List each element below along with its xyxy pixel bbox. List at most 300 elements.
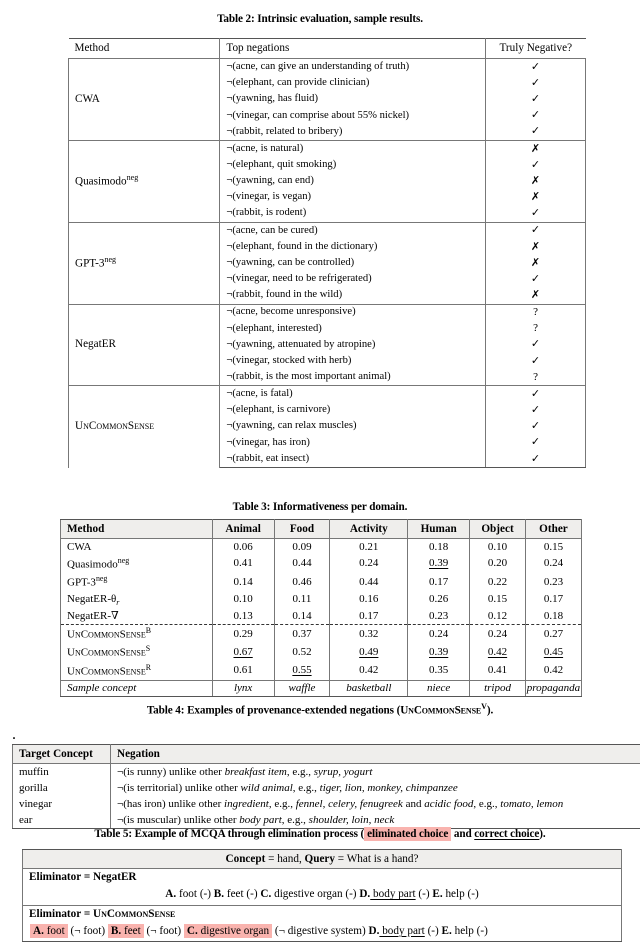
table5-body <box>23 850 622 869</box>
table3-value-cell <box>408 643 470 661</box>
choice-key: D. <box>368 924 380 937</box>
choice-suffix: (-) <box>473 924 488 937</box>
table4-concept-cell: vinegar <box>13 796 111 812</box>
table2-verdict-cell: ✓ <box>486 206 586 223</box>
table4-caption-method: UnCommonSense <box>400 704 482 717</box>
choice-label: feet <box>121 924 141 937</box>
choice-suffix: (-) <box>243 888 258 901</box>
table5-caption <box>0 827 640 841</box>
concept-label: Concept <box>225 852 266 865</box>
table5-caption-suffix: ). <box>539 828 546 840</box>
table4-concept-cell: ear <box>13 812 111 828</box>
table2-negation-cell: ¬(acne, become unresponsive) <box>220 304 486 321</box>
table5-caption-mid: and <box>451 828 475 840</box>
method-label: UnCommonSense <box>67 647 146 660</box>
table3-sample-row <box>61 680 582 697</box>
table2-negation-cell: ¬(vinegar, stocked with herb) <box>220 353 486 369</box>
table3-value-cell <box>470 591 526 608</box>
value: 0.42 <box>359 663 379 676</box>
table2-verdict-cell: ✗ <box>486 255 586 271</box>
table3-sample-value: lynx <box>212 680 274 697</box>
query-value: What is a hand? <box>346 852 419 865</box>
table2-verdict-cell: ✗ <box>486 189 586 205</box>
table5-container <box>22 849 622 942</box>
value: 0.14 <box>292 609 312 622</box>
table3-value-cell <box>274 573 330 591</box>
table5-eliminator-cell <box>23 905 622 923</box>
table2-negation-cell: ¬(elephant, found in the dictionary) <box>220 239 486 255</box>
table5-concept-row <box>23 850 622 869</box>
value: 0.14 <box>233 575 253 588</box>
table2-negation-cell: ¬(vinegar, is vegan) <box>220 189 486 205</box>
negation-mid: , e.g., <box>286 765 314 778</box>
table3-body <box>61 539 582 697</box>
table4-negation-cell <box>111 780 640 796</box>
table2-body <box>69 59 586 468</box>
choice-key: B. <box>110 924 122 937</box>
value: 0.24 <box>487 627 508 640</box>
table3-sample-value: waffle <box>274 680 330 697</box>
choice-text <box>165 888 197 900</box>
negation-head: ¬(is muscular) unlike other <box>117 813 240 826</box>
choice-label: help <box>442 888 465 901</box>
choice-text <box>359 888 415 900</box>
table2-verdict-cell: ✓ <box>486 271 586 287</box>
table2-negation-cell: ¬(elephant, interested) <box>220 321 486 337</box>
table2-negation-cell: ¬(rabbit, eat insect) <box>220 451 486 468</box>
table3-value-cell <box>408 555 470 573</box>
value: 0.17 <box>543 593 564 606</box>
method-label: CWA <box>75 93 100 105</box>
table-row <box>61 608 582 624</box>
table5-caption-underline: correct choice <box>474 828 540 840</box>
table3-value-cell <box>274 539 330 555</box>
negation-examples-2: tomato, lemon <box>500 797 564 810</box>
choice-a[interactable] <box>30 924 105 938</box>
method-label: UnCommonSense <box>75 420 155 433</box>
value: 0.24 <box>543 557 564 570</box>
table2-negation-cell: ¬(vinegar, can comprise about 55% nickel) <box>220 108 486 124</box>
table-row <box>61 643 582 661</box>
table5-blocks <box>23 869 622 942</box>
choice-e[interactable] <box>442 925 488 937</box>
choice-e[interactable] <box>432 888 478 900</box>
eliminator-eq: = <box>81 871 93 884</box>
table2-negation-cell: ¬(yawning, can relax muscles) <box>220 419 486 435</box>
table3-method-cell <box>61 555 213 573</box>
table2-verdict-cell: ✓ <box>486 75 586 91</box>
table3-method-cell <box>61 661 213 680</box>
table2-negation-cell: ¬(yawning, has fluid) <box>220 92 486 108</box>
table3-sample-value: tripod <box>470 680 526 697</box>
negation-mid: , e.g., <box>268 797 296 810</box>
table2-negation-cell: ¬(yawning, attenuated by atropine) <box>220 337 486 353</box>
table2-verdict-cell: ✓ <box>486 419 586 435</box>
table4-header-row <box>13 745 640 764</box>
table2-head <box>69 39 586 59</box>
table3-value-cell <box>470 539 526 555</box>
value: 0.39 <box>429 645 449 658</box>
table2-negation-cell: ¬(acne, can give an understanding of truth) <box>220 59 486 76</box>
value: 0.41 <box>487 663 508 676</box>
value: 0.37 <box>292 627 312 640</box>
choice-key: C. <box>186 924 198 937</box>
value: 0.46 <box>292 575 312 588</box>
table2-verdict-cell: ? <box>486 321 586 337</box>
choice-suffix: (¬ digestive system) <box>272 924 366 937</box>
table2-negation-cell: ¬(rabbit, is the most important animal) <box>220 369 486 386</box>
table2-negation-cell: ¬(vinegar, need to be refrigerated) <box>220 271 486 287</box>
table2 <box>68 38 586 468</box>
table3-value-cell <box>330 643 408 661</box>
choice-key: E. <box>432 888 443 901</box>
choice-label: foot <box>43 924 65 937</box>
table2-negation-cell: ¬(rabbit, related to bribery) <box>220 124 486 141</box>
table-row <box>61 539 582 555</box>
table4-container <box>12 726 640 829</box>
choice-text <box>214 888 244 900</box>
negation-head: ¬(is runny) unlike other <box>117 765 225 778</box>
table2-verdict-cell: ✓ <box>486 222 586 239</box>
negation-conjunction: and <box>402 797 425 810</box>
table2-negation-cell: ¬(elephant, can provide clinician) <box>220 75 486 91</box>
value: 0.09 <box>292 540 312 553</box>
table3-value-cell <box>330 573 408 591</box>
choice-label: body part <box>379 924 425 937</box>
table4-concept-cell: muffin <box>13 764 111 780</box>
table5-choices-cell <box>23 886 622 905</box>
value: 0.17 <box>429 575 449 588</box>
table3-value-cell <box>274 624 330 643</box>
value: 0.10 <box>233 593 253 606</box>
table3-col-other: Other <box>525 520 581 539</box>
negation-category-2: acidic food <box>424 797 474 810</box>
value: 0.49 <box>359 645 379 658</box>
value: 0.45 <box>543 645 564 658</box>
table2-negation-cell: ¬(acne, can be cured) <box>220 222 486 239</box>
table2-verdict-cell: ✗ <box>486 141 586 158</box>
choice-d[interactable] <box>369 925 439 937</box>
method-label: UnCommonSense <box>67 665 146 678</box>
table2-verdict-cell: ✗ <box>486 173 586 189</box>
table2-verdict-cell: ✓ <box>486 386 586 403</box>
value: 0.10 <box>487 540 508 553</box>
table3-sample-value: niece <box>408 680 470 697</box>
value: 0.23 <box>429 609 449 622</box>
value: 0.42 <box>487 645 508 658</box>
table2-method-cell <box>69 304 220 386</box>
value: 0.35 <box>429 663 449 676</box>
eliminator-label: Eliminator <box>29 871 82 884</box>
table3-value-cell <box>525 539 581 555</box>
table3-caption: Table 3: Informativeness per domain. <box>232 501 408 513</box>
table-row <box>13 780 640 796</box>
table3-value-cell <box>274 643 330 661</box>
table3-value-cell <box>525 624 581 643</box>
negation-mid: , e.g., <box>292 781 320 794</box>
negation-examples: syrup, yogurt <box>313 765 373 778</box>
choice-b[interactable] <box>108 924 181 938</box>
table5-eliminator-cell <box>23 869 622 887</box>
value: 0.26 <box>429 593 449 606</box>
value: 0.13 <box>233 609 253 622</box>
value: 0.16 <box>359 593 379 606</box>
choice-label: digestive organ <box>197 924 270 937</box>
table5-choices-row <box>23 886 622 905</box>
table5-choices-cell <box>23 923 622 942</box>
table4-caption-suffix: ). <box>486 704 494 717</box>
choice-c[interactable] <box>260 888 356 900</box>
table3-value-cell <box>470 555 526 573</box>
choice-c[interactable] <box>184 924 366 938</box>
method-label: UnCommonSense <box>67 628 146 641</box>
value: 0.44 <box>292 557 312 570</box>
table2-verdict-cell: ✓ <box>486 108 586 124</box>
choice-suffix: (-) <box>464 888 479 901</box>
negation-examples: tiger, lion, monkey, chimpanzee <box>319 781 458 794</box>
table4-negation-cell <box>111 764 640 780</box>
value: 0.15 <box>543 540 564 553</box>
choice-label: help <box>451 924 474 937</box>
table3-value-cell <box>274 661 330 680</box>
choice-key: C. <box>260 888 272 901</box>
table3-value-cell <box>330 624 408 643</box>
table2-verdict-cell: ✓ <box>486 92 586 108</box>
table2-verdict-cell: ✓ <box>486 451 586 468</box>
table2-negation-cell: ¬(elephant, quit smoking) <box>220 157 486 173</box>
choice-label: body part <box>370 888 416 901</box>
table3-col-human: Human <box>408 520 470 539</box>
choice-text <box>442 925 474 937</box>
table-row <box>69 59 586 76</box>
table3-value-cell <box>330 661 408 680</box>
method-superscript: R <box>145 662 152 672</box>
table3-value-cell <box>212 555 274 573</box>
table2-negation-cell: ¬(yawning, can end) <box>220 173 486 189</box>
choice-text <box>260 888 342 900</box>
table2-verdict-cell: ✓ <box>486 157 586 173</box>
value: 0.42 <box>543 663 564 676</box>
table2-verdict-cell: ? <box>486 304 586 321</box>
table5-caption-highlight: eliminated choice <box>364 827 451 841</box>
value: 0.21 <box>359 540 379 553</box>
choice-suffix: (-) <box>424 924 439 937</box>
table3-col-activity: Activity <box>330 520 408 539</box>
table3-value-cell <box>525 555 581 573</box>
table2-col-truly-negative: Truly Negative? <box>486 39 586 59</box>
table5-choices-row <box>23 923 622 942</box>
negation-category: breakfast item <box>224 765 287 778</box>
concept-value: hand, <box>277 852 302 865</box>
method-label: GPT-3 <box>75 257 105 270</box>
value: 0.32 <box>359 627 379 640</box>
choice-suffix: (¬ foot) <box>67 924 106 937</box>
table4-body <box>13 764 640 829</box>
table-row <box>69 222 586 239</box>
table-row <box>69 386 586 403</box>
choice-text <box>108 924 144 938</box>
table3-col-food: Food <box>274 520 330 539</box>
table4-caption-prefix: Table 4: Examples of provenance-extended negations ( <box>146 704 401 717</box>
value: 0.22 <box>487 575 508 588</box>
table3-value-cell <box>330 555 408 573</box>
negation-head: ¬(has iron) unlike other <box>117 797 225 810</box>
table3-value-cell <box>470 624 526 643</box>
table2-method-cell <box>69 141 220 223</box>
choice-d[interactable] <box>359 888 429 900</box>
eliminator-value: UnCommonSense <box>92 907 176 920</box>
table4-concept-cell: gorilla <box>13 780 111 796</box>
table3-value-cell <box>212 643 274 661</box>
query-label: Query <box>304 852 335 865</box>
method-label: GPT-3 <box>67 576 96 589</box>
table3-value-cell <box>330 591 408 608</box>
table-row <box>13 764 640 780</box>
table4-head <box>13 745 640 764</box>
value: 0.12 <box>487 609 508 622</box>
table2-verdict-cell: ✗ <box>486 287 586 304</box>
table3-sample-value: basketball <box>330 680 408 697</box>
table-row <box>61 555 582 573</box>
table3-method-cell <box>61 608 213 624</box>
method-label: Quasimodo <box>67 558 118 571</box>
table3-value-cell <box>330 539 408 555</box>
value: 0.23 <box>543 575 564 588</box>
choice-key: E. <box>441 924 452 937</box>
choice-suffix: (-) <box>197 888 211 901</box>
table-row <box>69 141 586 158</box>
table3-method-cell <box>61 573 213 591</box>
negation-category: wild animal <box>240 781 293 794</box>
table2-verdict-cell: ✓ <box>486 353 586 369</box>
method-superscript: S <box>145 644 151 654</box>
choice-a[interactable] <box>165 888 211 900</box>
choice-key: A. <box>33 924 44 937</box>
value: 0.41 <box>233 557 253 570</box>
choice-text <box>30 924 68 938</box>
table3-value-cell <box>408 608 470 624</box>
table3-value-cell <box>274 555 330 573</box>
value: 0.11 <box>292 593 312 606</box>
table5 <box>22 849 622 942</box>
table3-value-cell <box>408 591 470 608</box>
table3-value-cell <box>274 608 330 624</box>
choice-label: digestive organ <box>271 888 343 901</box>
table3-value-cell <box>470 661 526 680</box>
choice-key: A. <box>165 888 177 901</box>
negation-head: ¬(is territorial) unlike other <box>117 781 241 794</box>
concept-eq: = <box>265 852 278 865</box>
table2-verdict-cell: ✓ <box>486 59 586 76</box>
value: 0.18 <box>429 540 449 553</box>
table4-caption-superscript: V <box>481 702 487 711</box>
table3-col-animal: Animal <box>212 520 274 539</box>
table3-value-cell <box>212 661 274 680</box>
negation-category: ingredient <box>224 797 269 810</box>
table3-value-cell <box>274 591 330 608</box>
table-row <box>61 573 582 591</box>
table2-verdict-cell: ✓ <box>486 124 586 141</box>
value: 0.06 <box>233 540 253 553</box>
table3-value-cell <box>212 539 274 555</box>
table2-container <box>68 38 586 468</box>
table3-method-cell <box>61 539 213 555</box>
table3-value-cell <box>470 573 526 591</box>
table2-negation-cell: ¬(rabbit, is rodent) <box>220 206 486 223</box>
table4 <box>12 744 640 829</box>
table2-negation-cell: ¬(yawning, can be controlled) <box>220 255 486 271</box>
table3-value-cell <box>525 608 581 624</box>
table5-eliminator-row <box>23 905 622 923</box>
choice-suffix: (-) <box>342 888 357 901</box>
value: 0.24 <box>359 557 379 570</box>
choice-label: foot <box>176 888 198 901</box>
table3-value-cell <box>408 539 470 555</box>
table2-verdict-cell: ✓ <box>486 337 586 353</box>
table3-value-cell <box>525 573 581 591</box>
choice-b[interactable] <box>214 888 258 900</box>
table5-concept-cell <box>23 850 622 869</box>
table-row <box>69 304 586 321</box>
value: 0.20 <box>487 557 508 570</box>
eliminator-label: Eliminator <box>29 907 82 920</box>
stray-mark: . <box>12 726 16 743</box>
method-label: Quasimodo <box>75 176 127 189</box>
table4-col-target-concept: Target Concept <box>13 745 111 764</box>
table2-method-cell <box>69 59 220 141</box>
choice-text <box>184 924 272 938</box>
choice-key: B. <box>213 888 225 901</box>
value: 0.67 <box>233 645 253 658</box>
table-row <box>61 661 582 680</box>
table2-negation-cell: ¬(acne, is fatal) <box>220 386 486 403</box>
value: 0.29 <box>233 627 253 640</box>
table2-method-cell <box>69 222 220 304</box>
method-label: NegatER <box>75 338 117 351</box>
table2-negation-cell: ¬(vinegar, has iron) <box>220 435 486 451</box>
table4-negation-cell <box>111 796 640 812</box>
choice-suffix: (¬ foot) <box>143 924 182 937</box>
table4-col-negation: Negation <box>111 745 640 764</box>
table2-verdict-cell: ✓ <box>486 403 586 419</box>
eliminator-eq: = <box>81 907 93 920</box>
method-label: NegatER-θ <box>67 592 117 605</box>
negation-mid: , e.g., <box>281 813 309 826</box>
table2-caption: Table 2: Intrinsic evaluation, sample results. <box>217 13 423 25</box>
method-superscript: neg <box>126 173 139 183</box>
method-superscript: B <box>145 626 152 636</box>
value: 0.44 <box>359 575 379 588</box>
table3-value-cell <box>212 624 274 643</box>
table3-header-row <box>61 520 582 539</box>
table2-method-cell <box>69 386 220 468</box>
table3-value-cell <box>525 591 581 608</box>
table2-col-method: Method <box>69 39 220 59</box>
value: 0.24 <box>429 627 449 640</box>
table3-value-cell <box>408 624 470 643</box>
value: 0.55 <box>292 663 312 676</box>
table3-container <box>60 519 582 697</box>
eliminator-value: NegatER <box>92 871 137 884</box>
table3-method-cell <box>61 591 213 608</box>
table3-sample-value: propaganda <box>525 680 581 697</box>
value: 0.15 <box>487 593 508 606</box>
table2-verdict-cell: ✓ <box>486 435 586 451</box>
query-eq: = <box>335 852 347 865</box>
method-label: NegatER-∇ <box>67 609 119 622</box>
negation-examples: fennel, celery, fenugreek <box>295 797 403 810</box>
table-row <box>61 591 582 608</box>
